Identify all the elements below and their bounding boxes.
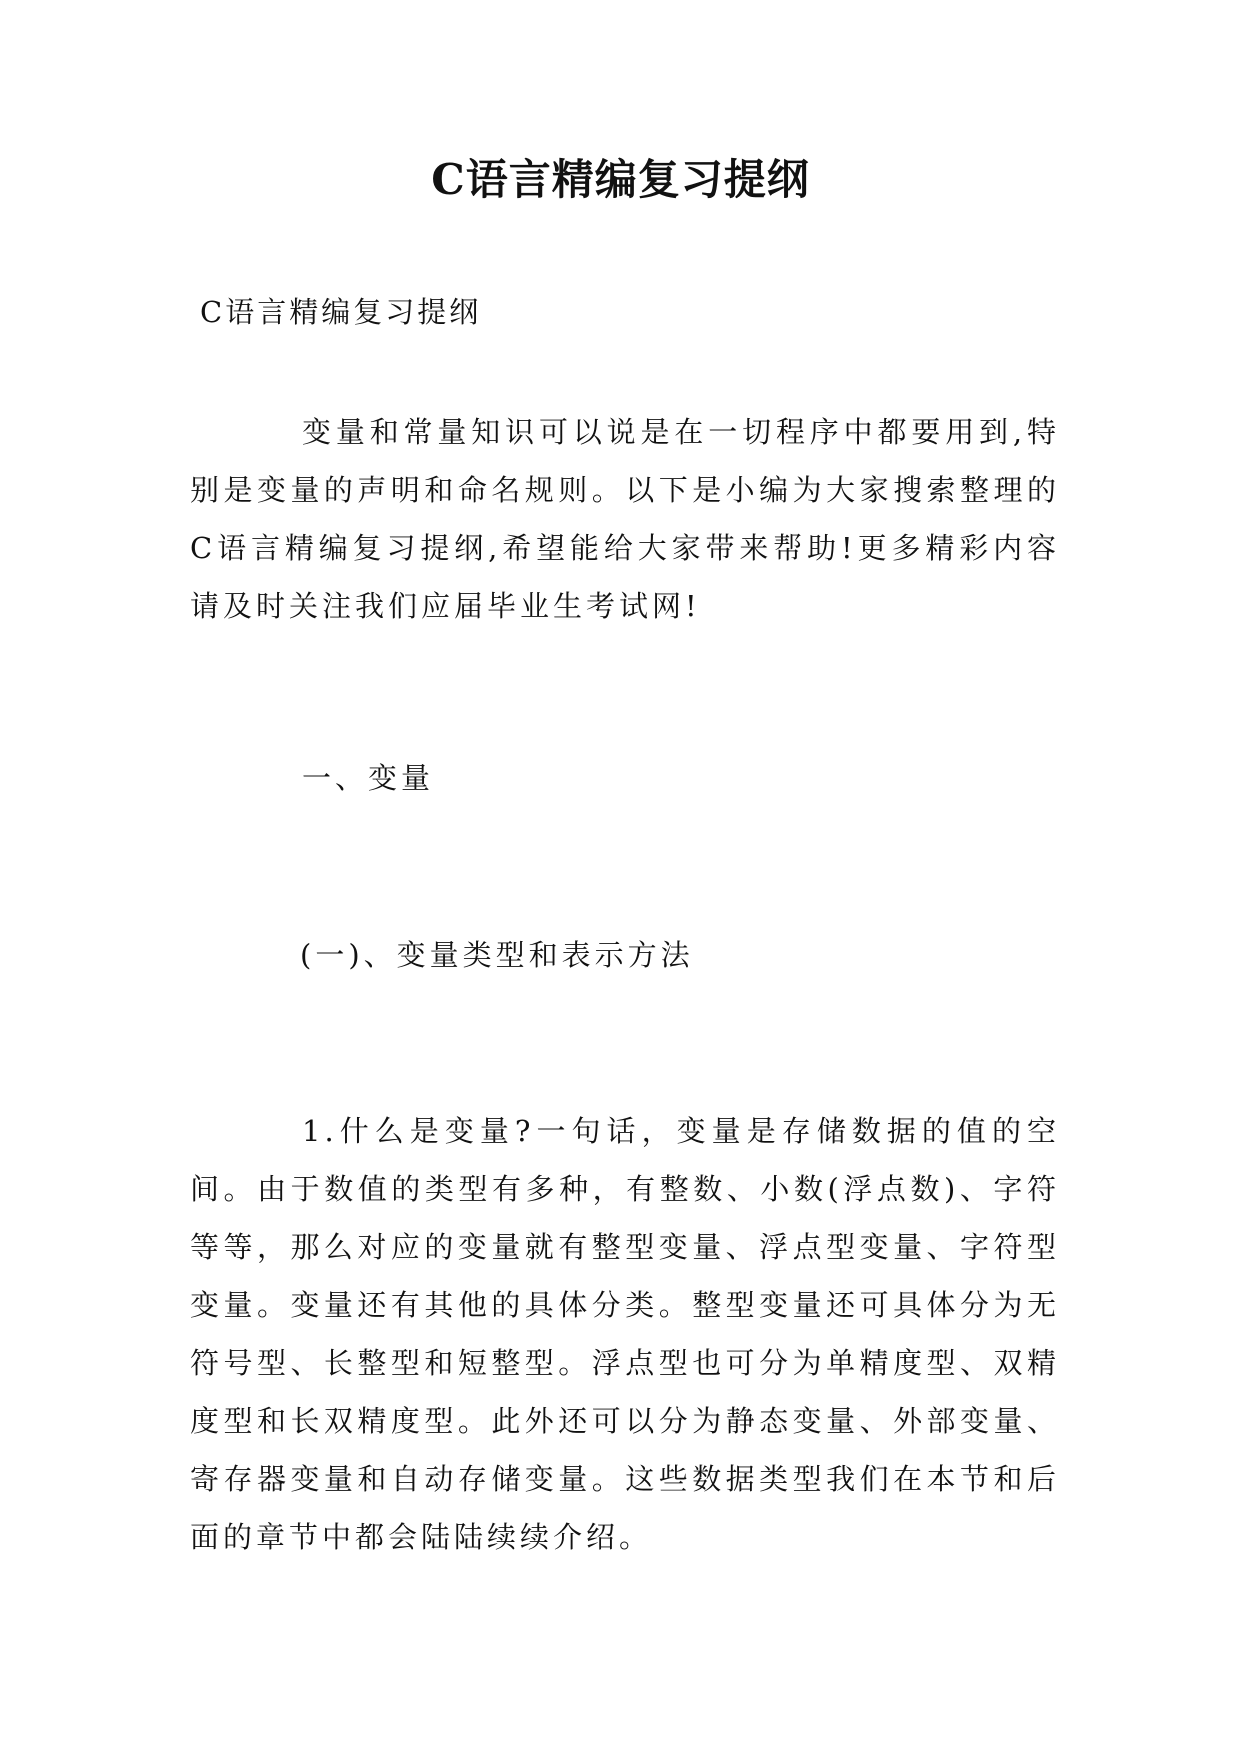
intro-paragraph: 变量和常量知识可以说是在一切程序中都要用到,特别是变量的声明和命名规则。以下是小编为大家搜索整理的C语言精编复习提纲,希望能给大家带来帮助!更多精彩内容请及时关注我们应届毕业生考试网! [190, 415, 1060, 623]
document-title: C语言精编复习提纲 [431, 155, 810, 204]
document-subtitle: C语言精编复习提纲 [200, 295, 482, 329]
section-heading: 一、变量 [302, 761, 435, 795]
subsection-heading: (一)、变量类型和表示方法 [300, 938, 694, 972]
body-paragraph: 1.什么是变量?一句话，变量是存储数据的值的空间。由于数值的类型有多种，有整数、小数(浮点数)、字符等等，那么对应的变量就有整型变量、浮点型变量、字符型变量。变量还有其他的具体分类。整型变量还可具体分为无符号型、长整型和短整型。浮点型也可分为单精度型、双精度型和长双精度型。此外还可以分为静态变量、外部变量、寄存器变量和自动存储变量。这些数据类型我们在本节和后面的章节中都会陆陆续续介绍。 [190, 1114, 1060, 1554]
